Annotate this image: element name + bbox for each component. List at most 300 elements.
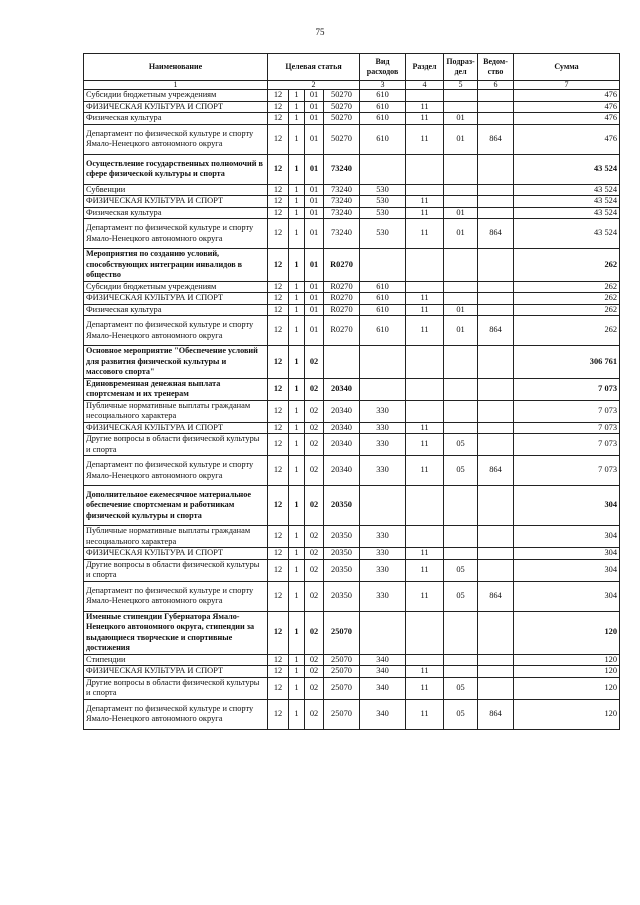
row-name-cell: Мероприятия по созданию условий, способствующих интеграции инвалидов в общество [84, 249, 268, 282]
row-vedomstvo-cell [478, 184, 514, 196]
row-razdel-cell [406, 526, 444, 548]
row-target-subprogram-cell: 1 [289, 196, 305, 208]
row-target-program-cell: 12 [268, 548, 289, 560]
table-body [84, 90, 620, 730]
row-vid-cell: 530 [360, 219, 406, 249]
row-razdel-cell [406, 281, 444, 293]
row-target-program-cell: 12 [268, 611, 289, 654]
row-target-subprogram-cell: 1 [289, 124, 305, 154]
row-name-cell: ФИЗИЧЕСКАЯ КУЛЬТУРА И СПОРТ [84, 548, 268, 560]
row-target-direction-cell: 20340 [324, 434, 360, 456]
row-razdel-cell [406, 154, 444, 184]
row-vedomstvo-cell [478, 548, 514, 560]
row-target-subprogram-cell: 1 [289, 293, 305, 305]
table-row [84, 654, 620, 666]
row-target-direction-cell: 25070 [324, 699, 360, 729]
row-target-direction-cell: 25070 [324, 666, 360, 678]
row-name-cell: ФИЗИЧЕСКАЯ КУЛЬТУРА И СПОРТ [84, 293, 268, 305]
row-target-event-cell: 01 [305, 184, 324, 196]
row-target-subprogram-cell: 1 [289, 581, 305, 611]
table-row [84, 346, 620, 379]
row-target-program-cell: 12 [268, 293, 289, 305]
row-name-cell: ФИЗИЧЕСКАЯ КУЛЬТУРА И СПОРТ [84, 101, 268, 113]
row-name-cell: Физическая культура [84, 304, 268, 316]
row-target-direction-cell: 25070 [324, 611, 360, 654]
row-podrazdel-cell: 05 [444, 699, 478, 729]
table-row [84, 249, 620, 282]
row-podrazdel-cell: 05 [444, 434, 478, 456]
row-target-subprogram-cell: 1 [289, 304, 305, 316]
row-target-event-cell: 02 [305, 378, 324, 400]
row-razdel-cell: 11 [406, 124, 444, 154]
row-name-cell: Дополнительное ежемесячное материальное обеспечение спортсменам и работникам физической культуры и спорта [84, 486, 268, 526]
table-row [84, 486, 620, 526]
row-target-direction-cell: 25070 [324, 654, 360, 666]
row-target-program-cell: 12 [268, 486, 289, 526]
row-target-event-cell: 02 [305, 422, 324, 434]
row-vedomstvo-cell: 864 [478, 316, 514, 346]
row-podrazdel-cell [444, 346, 478, 379]
row-razdel-cell: 11 [406, 316, 444, 346]
row-vedomstvo-cell [478, 304, 514, 316]
row-vedomstvo-cell [478, 486, 514, 526]
row-target-program-cell: 12 [268, 316, 289, 346]
row-name-cell: Физическая культура [84, 113, 268, 125]
row-target-event-cell: 01 [305, 219, 324, 249]
row-target-direction-cell: 73240 [324, 219, 360, 249]
table-row [84, 90, 620, 102]
col-number-4: 4 [406, 81, 444, 90]
row-vid-cell: 330 [360, 559, 406, 581]
row-podrazdel-cell [444, 486, 478, 526]
row-vedomstvo-cell [478, 434, 514, 456]
col-header-vedomstvo: Ведом-ство [478, 54, 514, 81]
table-row [84, 666, 620, 678]
row-target-direction-cell: 20350 [324, 581, 360, 611]
row-target-event-cell: 02 [305, 346, 324, 379]
row-summa-cell: 120 [514, 666, 620, 678]
row-vid-cell: 610 [360, 304, 406, 316]
table-row [84, 113, 620, 125]
row-podrazdel-cell [444, 101, 478, 113]
row-name-cell: Другие вопросы в области физической культуры и спорта [84, 434, 268, 456]
row-target-program-cell: 12 [268, 699, 289, 729]
row-vid-cell: 330 [360, 400, 406, 422]
row-summa-cell: 262 [514, 316, 620, 346]
col-header-podrazdel: Подраз-дел [444, 54, 478, 81]
row-summa-cell: 120 [514, 699, 620, 729]
row-target-program-cell: 12 [268, 654, 289, 666]
row-target-event-cell: 02 [305, 486, 324, 526]
row-target-direction-cell: 50270 [324, 113, 360, 125]
row-target-direction-cell: 20340 [324, 378, 360, 400]
row-target-event-cell: 01 [305, 249, 324, 282]
row-podrazdel-cell [444, 611, 478, 654]
col-number-5: 5 [444, 81, 478, 90]
row-target-direction-cell: 20350 [324, 548, 360, 560]
row-razdel-cell [406, 486, 444, 526]
row-podrazdel-cell: 01 [444, 113, 478, 125]
row-summa-cell: 304 [514, 526, 620, 548]
row-name-cell: Физическая культура [84, 207, 268, 219]
row-target-subprogram-cell: 1 [289, 611, 305, 654]
row-target-subprogram-cell: 1 [289, 316, 305, 346]
row-vid-cell: 340 [360, 654, 406, 666]
table-row [84, 548, 620, 560]
row-vedomstvo-cell [478, 400, 514, 422]
row-target-event-cell: 01 [305, 113, 324, 125]
row-razdel-cell: 11 [406, 293, 444, 305]
row-target-program-cell: 12 [268, 434, 289, 456]
row-vedomstvo-cell [478, 196, 514, 208]
table-row [84, 456, 620, 486]
table-row [84, 559, 620, 581]
row-target-subprogram-cell: 1 [289, 113, 305, 125]
row-summa-cell: 7 073 [514, 422, 620, 434]
row-target-subprogram-cell: 1 [289, 400, 305, 422]
row-target-subprogram-cell: 1 [289, 422, 305, 434]
row-razdel-cell: 11 [406, 101, 444, 113]
row-name-cell: Департамент по физической культуре и спорту Ямало-Ненецкого автономного округа [84, 581, 268, 611]
row-target-subprogram-cell: 1 [289, 526, 305, 548]
row-razdel-cell [406, 400, 444, 422]
row-target-direction-cell: R0270 [324, 304, 360, 316]
row-razdel-cell: 11 [406, 559, 444, 581]
row-target-subprogram-cell: 1 [289, 456, 305, 486]
table-row [84, 434, 620, 456]
row-vid-cell: 610 [360, 281, 406, 293]
row-vedomstvo-cell [478, 346, 514, 379]
row-target-subprogram-cell: 1 [289, 90, 305, 102]
table-row [84, 304, 620, 316]
row-target-direction-cell: 50270 [324, 124, 360, 154]
row-vedomstvo-cell: 864 [478, 124, 514, 154]
row-target-program-cell: 12 [268, 184, 289, 196]
col-number-2: 2 [268, 81, 360, 90]
row-target-direction-cell [324, 346, 360, 379]
row-summa-cell: 476 [514, 90, 620, 102]
table-row [84, 281, 620, 293]
row-razdel-cell: 11 [406, 456, 444, 486]
row-summa-cell: 120 [514, 677, 620, 699]
row-target-subprogram-cell: 1 [289, 699, 305, 729]
row-target-event-cell: 01 [305, 124, 324, 154]
row-vid-cell [360, 154, 406, 184]
row-vid-cell [360, 611, 406, 654]
table-row [84, 293, 620, 305]
row-summa-cell: 262 [514, 293, 620, 305]
table-row [84, 184, 620, 196]
row-vid-cell: 330 [360, 456, 406, 486]
row-podrazdel-cell [444, 154, 478, 184]
row-vid-cell: 330 [360, 581, 406, 611]
table-row [84, 154, 620, 184]
row-target-subprogram-cell: 1 [289, 434, 305, 456]
row-podrazdel-cell: 05 [444, 677, 478, 699]
row-podrazdel-cell: 01 [444, 219, 478, 249]
table-row [84, 124, 620, 154]
row-vedomstvo-cell [478, 677, 514, 699]
row-target-program-cell: 12 [268, 249, 289, 282]
row-target-event-cell: 02 [305, 611, 324, 654]
table-row [84, 316, 620, 346]
row-summa-cell: 120 [514, 611, 620, 654]
row-name-cell: Департамент по физической культуре и спорту Ямало-Ненецкого автономного округа [84, 316, 268, 346]
row-target-event-cell: 02 [305, 699, 324, 729]
table-row [84, 207, 620, 219]
row-target-event-cell: 01 [305, 154, 324, 184]
row-name-cell: Стипендии [84, 654, 268, 666]
row-target-program-cell: 12 [268, 581, 289, 611]
row-target-event-cell: 02 [305, 526, 324, 548]
row-target-direction-cell: 25070 [324, 677, 360, 699]
row-vid-cell: 610 [360, 113, 406, 125]
row-target-event-cell: 02 [305, 677, 324, 699]
row-target-direction-cell: 20350 [324, 526, 360, 548]
row-podrazdel-cell [444, 249, 478, 282]
row-podrazdel-cell [444, 378, 478, 400]
row-razdel-cell [406, 654, 444, 666]
row-target-subprogram-cell: 1 [289, 281, 305, 293]
row-summa-cell: 43 524 [514, 219, 620, 249]
row-target-program-cell: 12 [268, 422, 289, 434]
col-header-razdel: Раздел [406, 54, 444, 81]
row-vid-cell: 610 [360, 124, 406, 154]
col-number-3: 3 [360, 81, 406, 90]
row-razdel-cell [406, 90, 444, 102]
row-target-subprogram-cell: 1 [289, 346, 305, 379]
row-razdel-cell [406, 346, 444, 379]
col-number-7: 7 [514, 81, 620, 90]
row-target-event-cell: 02 [305, 666, 324, 678]
table-row [84, 378, 620, 400]
table-row [84, 581, 620, 611]
row-target-event-cell: 01 [305, 90, 324, 102]
row-name-cell: Субвенции [84, 184, 268, 196]
row-target-direction-cell: R0270 [324, 281, 360, 293]
row-podrazdel-cell: 01 [444, 124, 478, 154]
row-name-cell: Субсидии бюджетным учреждениям [84, 90, 268, 102]
row-target-program-cell: 12 [268, 666, 289, 678]
row-vid-cell [360, 486, 406, 526]
row-target-direction-cell: R0270 [324, 249, 360, 282]
table-row [84, 101, 620, 113]
row-podrazdel-cell: 05 [444, 456, 478, 486]
row-vid-cell: 610 [360, 316, 406, 346]
row-target-program-cell: 12 [268, 526, 289, 548]
row-vedomstvo-cell: 864 [478, 219, 514, 249]
col-number-6: 6 [478, 81, 514, 90]
row-vid-cell: 330 [360, 422, 406, 434]
row-vid-cell: 530 [360, 184, 406, 196]
row-target-direction-cell: 50270 [324, 90, 360, 102]
budget-table [83, 53, 620, 730]
row-target-direction-cell: 73240 [324, 207, 360, 219]
row-target-program-cell: 12 [268, 196, 289, 208]
table-row [84, 400, 620, 422]
row-target-program-cell: 12 [268, 378, 289, 400]
row-target-program-cell: 12 [268, 304, 289, 316]
row-podrazdel-cell [444, 281, 478, 293]
row-target-direction-cell: 73240 [324, 196, 360, 208]
row-vedomstvo-cell: 864 [478, 699, 514, 729]
header-row [84, 54, 620, 81]
row-podrazdel-cell [444, 422, 478, 434]
row-summa-cell: 120 [514, 654, 620, 666]
row-summa-cell: 304 [514, 548, 620, 560]
row-target-event-cell: 01 [305, 316, 324, 346]
row-razdel-cell: 11 [406, 666, 444, 678]
row-name-cell: ФИЗИЧЕСКАЯ КУЛЬТУРА И СПОРТ [84, 666, 268, 678]
row-summa-cell: 7 073 [514, 456, 620, 486]
row-vedomstvo-cell: 864 [478, 456, 514, 486]
row-target-subprogram-cell: 1 [289, 677, 305, 699]
row-vedomstvo-cell [478, 293, 514, 305]
row-name-cell: Другие вопросы в области физической культуры и спорта [84, 677, 268, 699]
row-target-subprogram-cell: 1 [289, 249, 305, 282]
row-vedomstvo-cell [478, 422, 514, 434]
row-razdel-cell: 11 [406, 196, 444, 208]
row-name-cell: Именные стипендии Губернатора Ямало-Ненецкого автономного округа, стипендии за выдающиеся творческие и спортивные достижения [84, 611, 268, 654]
row-summa-cell: 476 [514, 113, 620, 125]
row-summa-cell: 43 524 [514, 196, 620, 208]
row-target-event-cell: 02 [305, 559, 324, 581]
row-summa-cell: 7 073 [514, 434, 620, 456]
row-target-subprogram-cell: 1 [289, 654, 305, 666]
row-target-subprogram-cell: 1 [289, 207, 305, 219]
table-row [84, 611, 620, 654]
row-target-subprogram-cell: 1 [289, 559, 305, 581]
row-podrazdel-cell: 05 [444, 559, 478, 581]
row-name-cell: Департамент по физической культуре и спорту Ямало-Ненецкого автономного округа [84, 219, 268, 249]
row-summa-cell: 43 524 [514, 154, 620, 184]
row-target-program-cell: 12 [268, 154, 289, 184]
row-target-program-cell: 12 [268, 677, 289, 699]
row-razdel-cell: 11 [406, 113, 444, 125]
row-name-cell: Департамент по физической культуре и спорту Ямало-Ненецкого автономного округа [84, 456, 268, 486]
row-target-event-cell: 02 [305, 654, 324, 666]
row-target-event-cell: 02 [305, 548, 324, 560]
row-summa-cell: 43 524 [514, 207, 620, 219]
row-name-cell: Осуществление государственных полномочий в сфере физической культуры и спорта [84, 154, 268, 184]
row-vid-cell: 340 [360, 666, 406, 678]
row-name-cell: Другие вопросы в области физической культуры и спорта [84, 559, 268, 581]
row-name-cell: Публичные нормативные выплаты гражданам несоциального характера [84, 526, 268, 548]
row-target-program-cell: 12 [268, 281, 289, 293]
row-target-direction-cell: 73240 [324, 184, 360, 196]
column-number-row [84, 81, 620, 90]
row-razdel-cell [406, 249, 444, 282]
row-vedomstvo-cell [478, 90, 514, 102]
row-target-direction-cell: 50270 [324, 101, 360, 113]
row-vid-cell [360, 378, 406, 400]
row-target-subprogram-cell: 1 [289, 184, 305, 196]
row-target-direction-cell: 20350 [324, 559, 360, 581]
col-header-summa: Сумма [514, 54, 620, 81]
row-vid-cell: 610 [360, 293, 406, 305]
row-summa-cell: 476 [514, 124, 620, 154]
row-razdel-cell: 11 [406, 422, 444, 434]
row-vedomstvo-cell [478, 207, 514, 219]
table-row [84, 196, 620, 208]
row-target-subprogram-cell: 1 [289, 486, 305, 526]
row-vedomstvo-cell [478, 559, 514, 581]
row-target-program-cell: 12 [268, 101, 289, 113]
row-target-direction-cell: 20350 [324, 486, 360, 526]
row-podrazdel-cell [444, 184, 478, 196]
row-vid-cell: 330 [360, 434, 406, 456]
row-summa-cell: 262 [514, 304, 620, 316]
page-number: 75 [315, 27, 325, 37]
row-podrazdel-cell: 01 [444, 304, 478, 316]
row-name-cell: Основное мероприятие "Обеспечение условий для развития физической культуры и массового спорта" [84, 346, 268, 379]
row-razdel-cell: 11 [406, 581, 444, 611]
table-row [84, 422, 620, 434]
row-name-cell: Субсидии бюджетным учреждениям [84, 281, 268, 293]
row-vedomstvo-cell [478, 249, 514, 282]
row-target-subprogram-cell: 1 [289, 154, 305, 184]
row-target-program-cell: 12 [268, 456, 289, 486]
col-header-vid: Вид расходов [360, 54, 406, 81]
row-vid-cell: 610 [360, 101, 406, 113]
row-target-event-cell: 01 [305, 207, 324, 219]
row-summa-cell: 262 [514, 249, 620, 282]
row-vid-cell [360, 249, 406, 282]
row-name-cell: ФИЗИЧЕСКАЯ КУЛЬТУРА И СПОРТ [84, 196, 268, 208]
row-vedomstvo-cell: 864 [478, 581, 514, 611]
table-row [84, 526, 620, 548]
row-razdel-cell: 11 [406, 434, 444, 456]
row-razdel-cell [406, 184, 444, 196]
row-razdel-cell: 11 [406, 304, 444, 316]
row-summa-cell: 476 [514, 101, 620, 113]
row-podrazdel-cell: 01 [444, 207, 478, 219]
row-name-cell: Департамент по физической культуре и спорту Ямало-Ненецкого автономного округа [84, 699, 268, 729]
row-summa-cell: 7 073 [514, 400, 620, 422]
row-vedomstvo-cell [478, 378, 514, 400]
row-vedomstvo-cell [478, 113, 514, 125]
row-vedomstvo-cell [478, 611, 514, 654]
row-target-program-cell: 12 [268, 90, 289, 102]
row-podrazdel-cell [444, 400, 478, 422]
row-razdel-cell [406, 611, 444, 654]
row-vid-cell [360, 346, 406, 379]
row-target-event-cell: 01 [305, 281, 324, 293]
row-target-direction-cell: R0270 [324, 316, 360, 346]
row-name-cell: Публичные нормативные выплаты гражданам несоциального характера [84, 400, 268, 422]
row-razdel-cell: 11 [406, 548, 444, 560]
row-vedomstvo-cell [478, 526, 514, 548]
row-podrazdel-cell [444, 90, 478, 102]
row-target-event-cell: 01 [305, 196, 324, 208]
row-vid-cell: 530 [360, 196, 406, 208]
row-podrazdel-cell [444, 526, 478, 548]
row-target-subprogram-cell: 1 [289, 378, 305, 400]
row-target-direction-cell: 20340 [324, 422, 360, 434]
row-razdel-cell: 11 [406, 207, 444, 219]
row-target-subprogram-cell: 1 [289, 666, 305, 678]
row-podrazdel-cell [444, 666, 478, 678]
row-summa-cell: 43 524 [514, 184, 620, 196]
row-target-direction-cell: 20340 [324, 400, 360, 422]
row-target-event-cell: 02 [305, 434, 324, 456]
row-podrazdel-cell [444, 548, 478, 560]
row-target-event-cell: 02 [305, 581, 324, 611]
col-header-target: Целевая статья [268, 54, 360, 81]
col-header-name: Наименование [84, 54, 268, 81]
row-target-subprogram-cell: 1 [289, 101, 305, 113]
row-podrazdel-cell [444, 293, 478, 305]
